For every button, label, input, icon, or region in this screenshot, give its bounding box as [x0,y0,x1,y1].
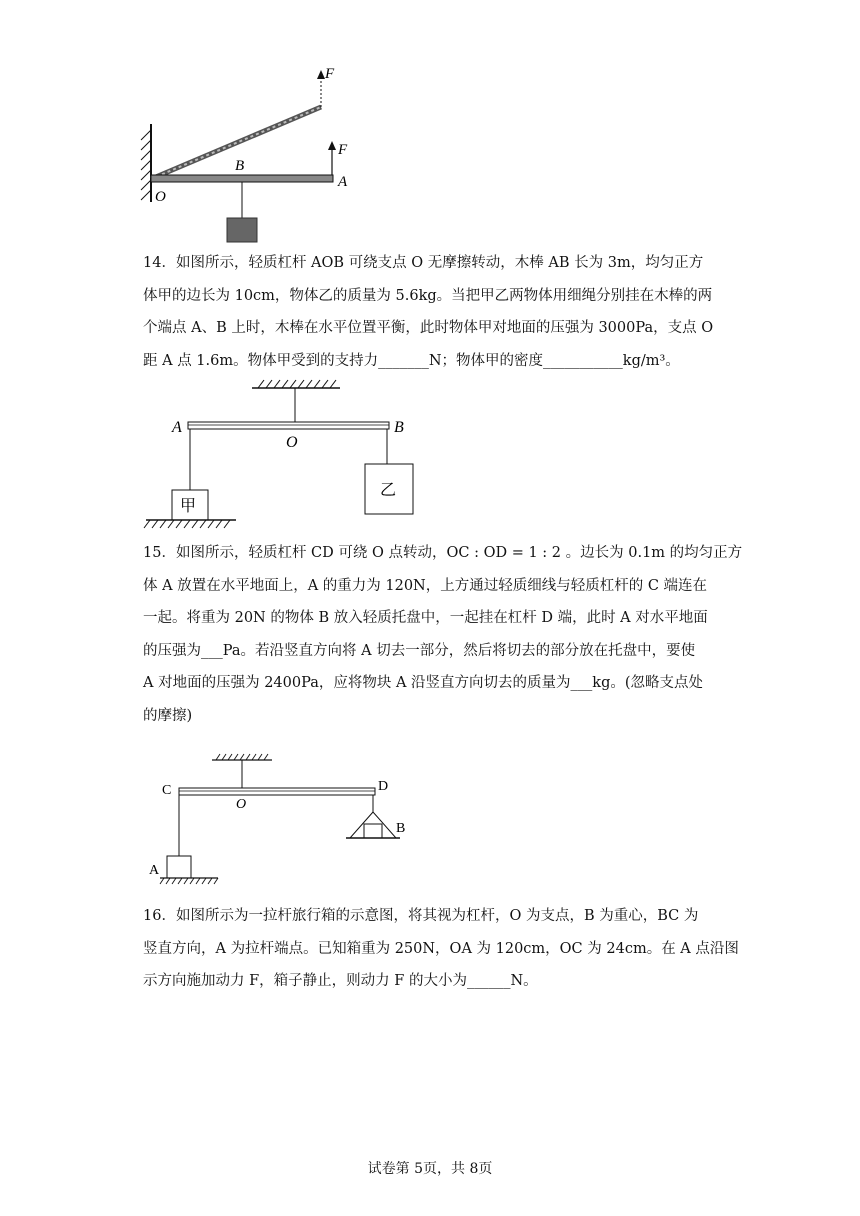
lever-figure-14 [140,378,430,538]
question-16-line: 16．如图所示为一拉杆旅行箱的示意图，将其视为杠杆，O 为支点，B 为重心，BC 为 [143,908,699,924]
label-jia: 甲 [180,498,197,515]
question-14 [143,247,723,377]
label-f-right: F [338,142,348,158]
question-14-line: 个端点 A、B 上时，木棒在水平位置平衡，此时物体甲对地面的压强为 3000Pa，支点 O [143,320,714,336]
question-16-line: 竖直方向，A 为拉杆端点。已知箱重为 250N，OA 为 120cm，OC 为 24cm。在 A 点沿图 [143,940,739,957]
question-14-line: 14．如图所示，轻质杠杆 AOB 可绕支点 O 无摩擦转动，木棒 AB 长为 3m，均匀正方 [143,255,704,271]
question-16-line: 示方向施加动力 F，箱子静止，则动力 F 的大小为______N。 [143,973,538,989]
label-a: A [149,863,160,878]
label-yi: 乙 [380,482,397,499]
label-o: O [236,797,247,812]
label-a: A [172,419,182,436]
page-footer: 试卷第 5页，共 8页 [367,1161,493,1177]
question-15 [143,537,743,732]
label-o: O [155,189,166,205]
label-b: B [396,821,406,836]
label-a: A [338,174,348,190]
lever-figure-15 [140,752,420,887]
lever-figure-13 [135,62,365,247]
question-15-line: 的压强为___Pa。若沿竖直方向将 A 切去一部分，然后将切去的部分放在托盘中，要使 [143,642,696,659]
label-b: B [394,419,404,436]
question-15-line: 体 A 放置在水平地面上，A 的重力为 120N，上方通过轻质细线与轻质杠杆的 C 端连在 [143,577,708,594]
label-o: O [286,434,298,451]
label-f-top: F [325,66,335,82]
question-16 [143,900,739,998]
question-15-line: 15．如图所示，轻质杠杆 CD 可绕 O 点转动，OC : OD = 1 : 2 。边长为 0.1m 的均匀正方 [143,545,743,561]
label-b: B [235,158,245,174]
question-15-line: A 对地面的压强为 2400Pa，应将物块 A 沿竖直方向切去的质量为___kg。(忽略支点处 [143,675,704,691]
label-d: D [378,779,389,794]
label-c: C [162,783,172,798]
question-14-line: 距 A 点 1.6m。物体甲受到的支持力_______N；物体甲的密度___________kg/m³。 [143,352,680,369]
question-14-line: 体甲的边长为 10cm，物体乙的质量为 5.6kg。当把甲乙两物体用细绳分别挂在木棒的两 [143,287,713,304]
question-15-line: 的摩擦) [143,707,193,724]
question-15-line: 一起。将重为 20N 的物体 B 放入轻质托盘中，一起挂在杠杆 D 端，此时 A 对水平地面 [143,610,708,626]
